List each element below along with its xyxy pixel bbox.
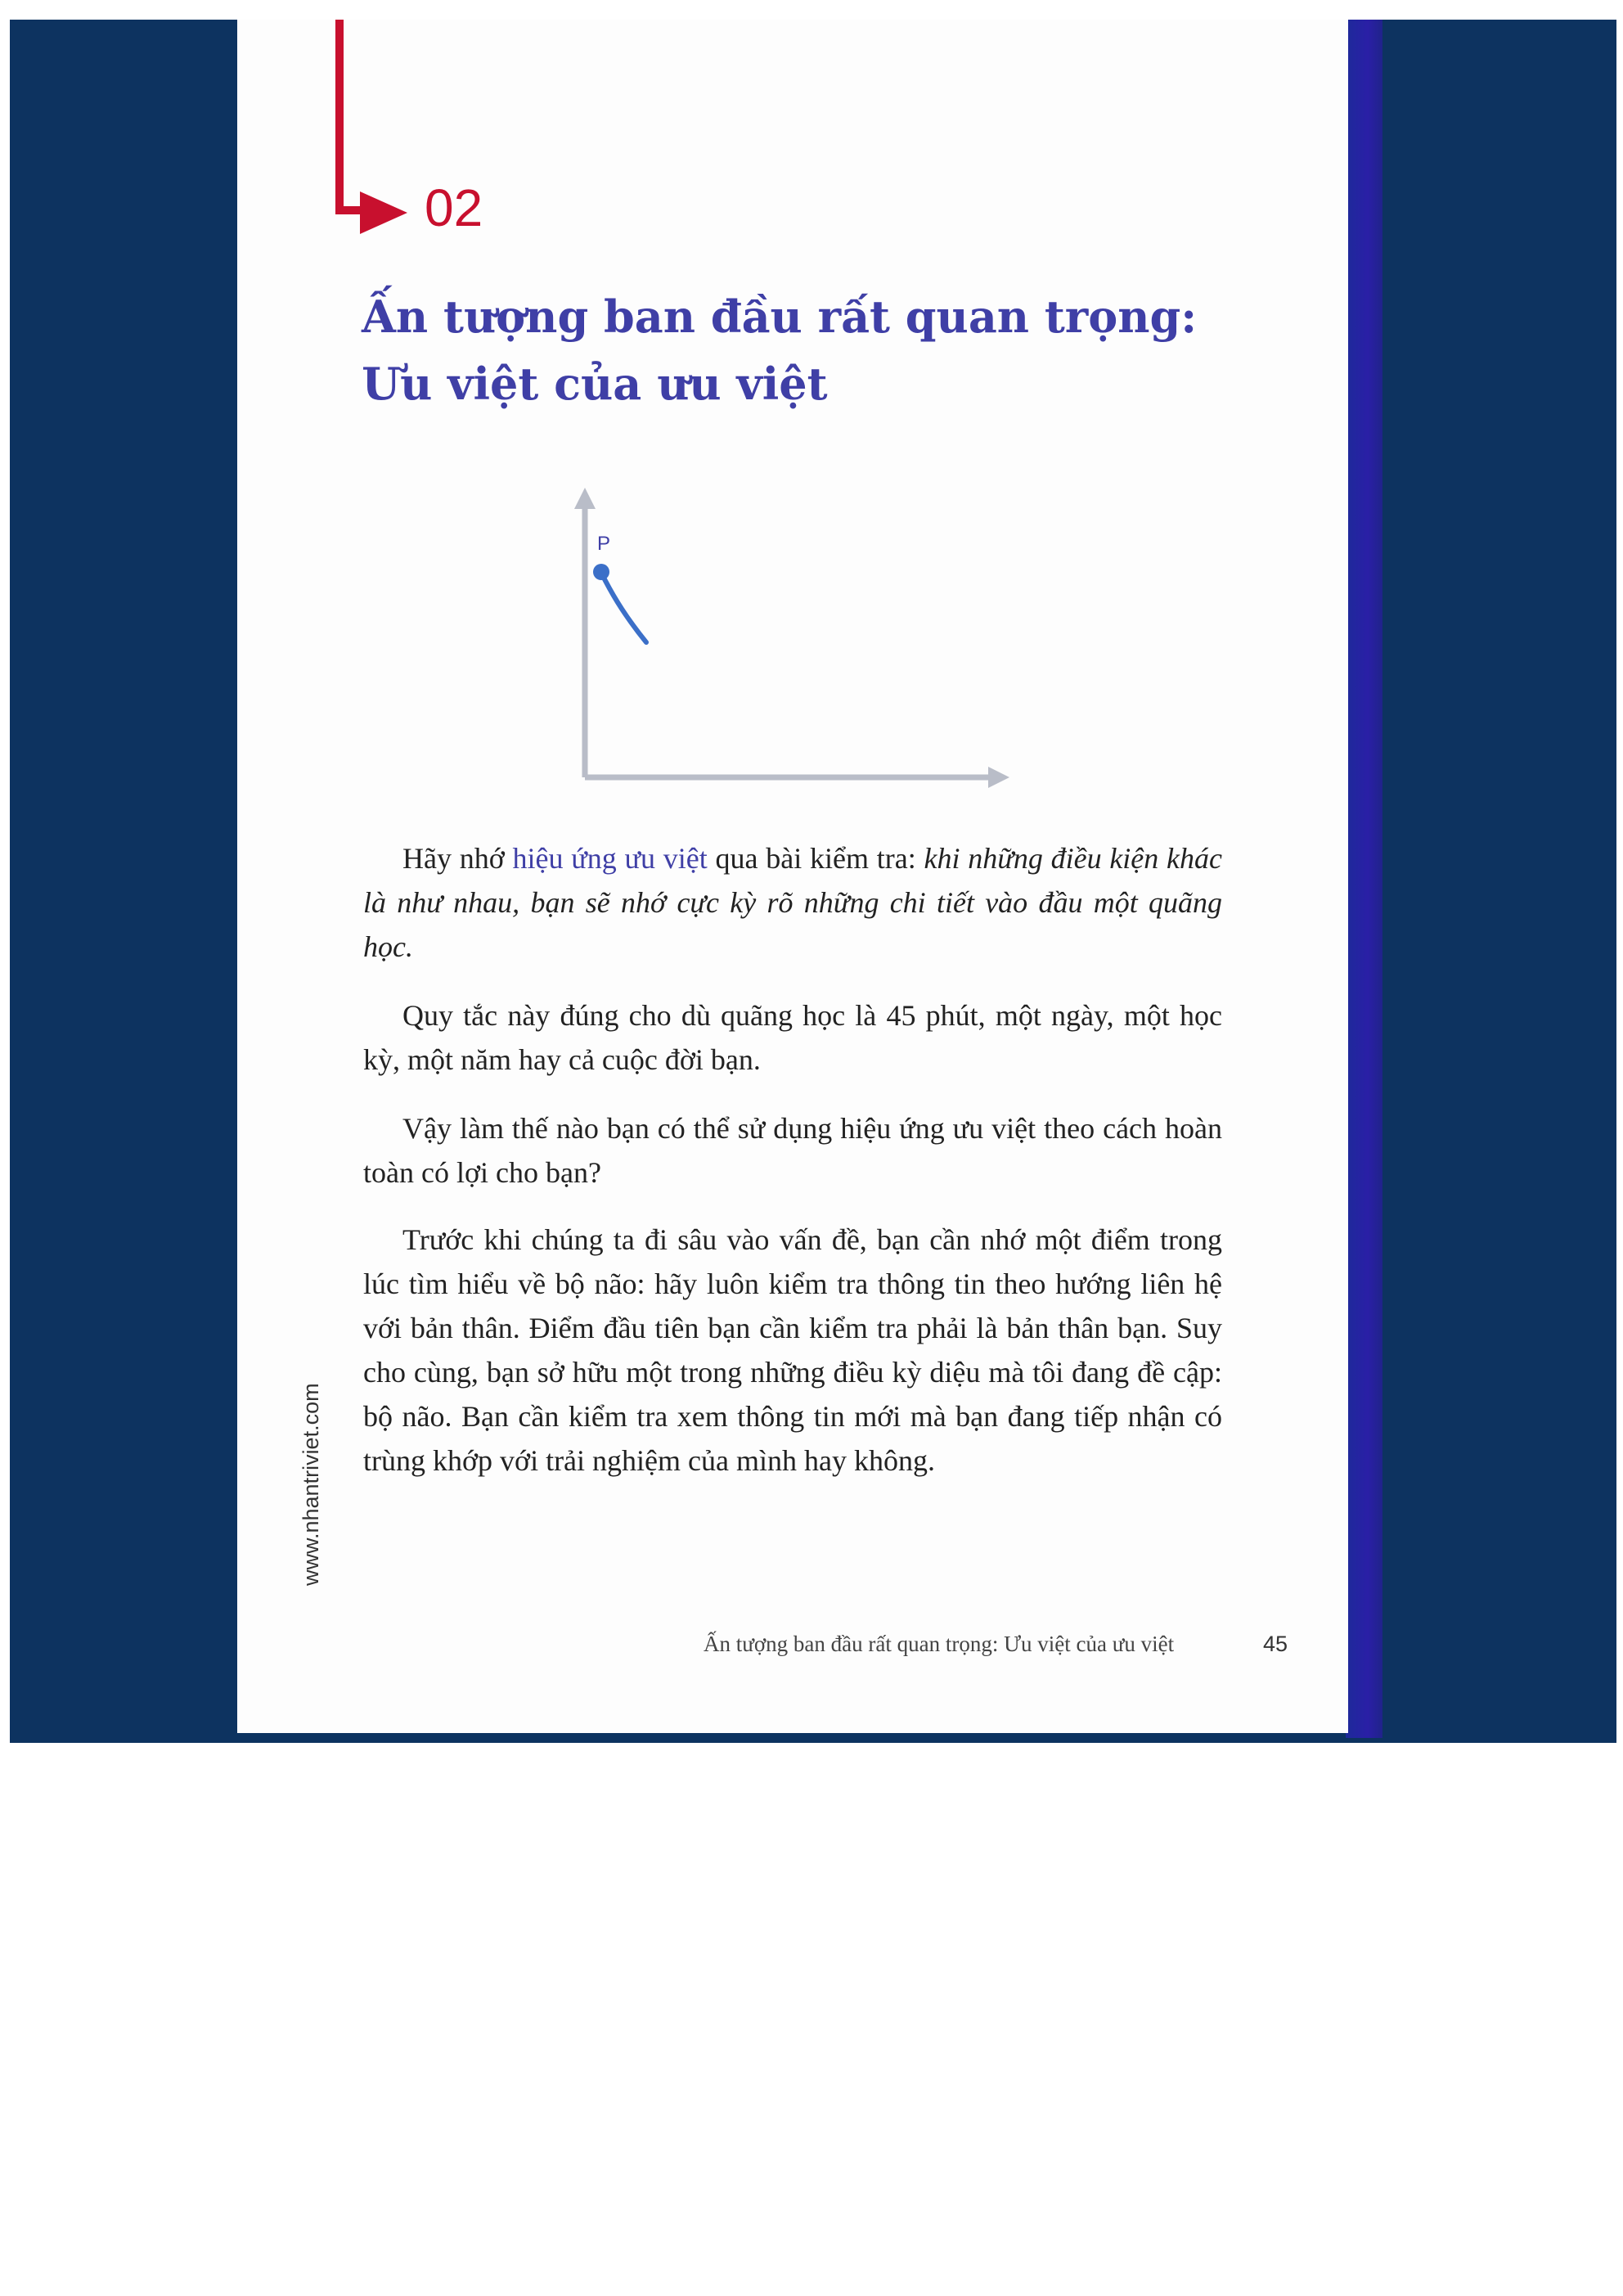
chapter-number: 02 [425, 178, 483, 237]
paragraph-question: Vậy làm thế nào bạn có thể sử dụng hiệu ứng ưu việt theo cách hoàn toàn có lợi cho bạn? [363, 1112, 1222, 1189]
paragraph-primacy-effect [363, 836, 1222, 969]
y-axis-arrowhead [574, 488, 596, 509]
x-axis-arrowhead [988, 767, 1009, 788]
red-arrow-icon [360, 191, 407, 234]
paragraph-self-check: Trước khi chúng ta đi sâu vào vấn đề, bạn cần nhớ một điểm trong lúc tìm hiểu về bộ não: hãy luôn kiểm tra thông tin theo hướng liên hệ với bản thân. Điểm đầu tiên bạn cần kiểm tra phải là bản thân bạn. Suy cho cùng, bạn sở hữu một trong những điều kỳ diệu mà tôi đang đề cập: bộ não. Bạn cần kiểm tra xem thông tin mới mà bạn đang tiếp nhận có trùng khớp với trải nghiệm của mình hay không. [363, 1223, 1222, 1477]
chapter-marker-bar [335, 206, 363, 214]
chapter-title-line-2: Ưu việt của ưu việt [362, 358, 828, 410]
point-p-label: P [597, 533, 611, 555]
point-p-marker [593, 564, 609, 580]
primacy-effect-definition: khi những điều kiện khác là như nhau, bạn sẽ nhớ cực kỳ rõ những chi tiết vào đầu một quãng học. [363, 842, 1222, 963]
chapter-marker-line [335, 20, 344, 213]
book-page-edge [1346, 20, 1382, 1738]
paragraph-rule: Quy tắc này đúng cho dù quãng học là 45 phút, một ngày, một học kỳ, một năm hay cả cuộc đời bạn. [363, 999, 1222, 1076]
chapter-title-line-1: Ấn tượng ban đầu rất quan trọng: [362, 290, 1198, 343]
paragraph-1-lead: Hãy nhớ [402, 842, 513, 875]
primacy-curve-figure [556, 483, 1023, 794]
chapter-title [362, 283, 1198, 417]
publisher-website: www.nhantriviet.com [299, 1383, 323, 1586]
page-number: 45 [1263, 1632, 1288, 1656]
memory-curve [601, 573, 646, 642]
primacy-effect-term: hiệu ứng ưu việt [512, 842, 708, 875]
paragraph-1-middle: qua bài kiểm tra: [707, 842, 924, 875]
running-footer-title: Ấn tượng ban đầu rất quan trọng: Ưu việt của ưu việt [704, 1632, 1175, 1656]
